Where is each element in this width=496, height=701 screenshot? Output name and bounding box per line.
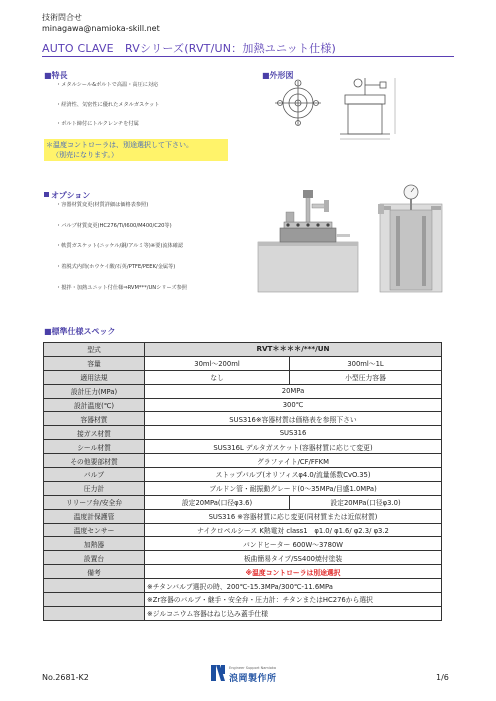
- document-number: No.2681-K2: [42, 673, 89, 682]
- spec-note: ※ジルコニウム容器はねじ込み蓋手仕様: [145, 606, 442, 620]
- row-value: なし: [145, 370, 290, 384]
- spec-heading: ■標準仕様スペック: [44, 327, 116, 336]
- feature-item: ・メタルシール&ボルトで高温・高圧に対応: [56, 82, 159, 88]
- table-row: [44, 537, 442, 551]
- row-label: 設計温度(℃): [44, 398, 145, 412]
- feature-item: ・経済性、気密性に優れたメタルガスケット: [56, 102, 160, 108]
- company-logo-icon: [210, 664, 226, 682]
- table-row: [44, 495, 442, 509]
- row-label: 備考: [44, 565, 145, 579]
- row-label: 接ガス材質: [44, 426, 145, 440]
- outline-drawing: [270, 75, 458, 145]
- table-row: [44, 565, 442, 579]
- row-value: 小型圧力容器: [290, 370, 442, 384]
- empty-cell: [44, 579, 145, 593]
- contact-email[interactable]: minagawa@namioka-skill.net: [42, 24, 160, 33]
- row-value: 設定20MPa(口径φ3.6): [145, 495, 290, 509]
- table-row: [44, 426, 442, 440]
- controller-note: [44, 139, 228, 161]
- table-row: [44, 343, 442, 357]
- row-value: ブルドン管・耐振動グレード(0～35MPa/目盛1.0MPa): [145, 481, 442, 495]
- option-item: ・軟質ガスケット(ニッケル/銅/アルミ等)※要)流体確認: [56, 243, 184, 249]
- table-row: [44, 579, 442, 593]
- table-row: [44, 454, 442, 468]
- row-value: RVT＊＊＊＊/***/UN: [145, 343, 442, 357]
- table-row: [44, 370, 442, 384]
- table-row: [44, 384, 442, 398]
- table-row: [44, 523, 442, 537]
- feature-item: ・ボルト締付にトルクレンチを付属: [56, 121, 139, 127]
- table-row: [44, 481, 442, 495]
- option-item: ・撹拌・加熱ユニット付仕様⇒RVM***/UNシリーズ参照: [56, 285, 187, 291]
- contact-block: [42, 12, 160, 34]
- row-value: ストップバルブ(オリフィスφ4.0/流量係数CvO.35): [145, 468, 442, 482]
- features-heading: ■特長: [44, 71, 68, 80]
- company-name: 浪岡製作所: [229, 674, 277, 684]
- option-item: ・着脱式内筒(ホウケイ酸/石英/PTFE/PEEK/金属等): [56, 264, 176, 270]
- row-label: 温度センサー: [44, 523, 145, 537]
- row-label: シール材質: [44, 440, 145, 454]
- page-number: 1/6: [436, 673, 449, 682]
- title-underline: [42, 56, 454, 57]
- row-value: 300ml～1L: [290, 356, 442, 370]
- table-row: [44, 440, 442, 454]
- row-label: 型式: [44, 343, 145, 357]
- option-item: ・容器材質変更(材質詳細は価格表参照): [56, 202, 149, 208]
- table-row: [44, 412, 442, 426]
- row-label: 適用法規: [44, 370, 145, 384]
- contact-label: 技術問合せ: [42, 13, 82, 22]
- row-label: その他要部材質: [44, 454, 145, 468]
- option-item: ・バルブ材質変更(HC276/Ti/I600/M400/C20等): [56, 223, 172, 229]
- spec-note: ※Zr容器のバルブ・継手・安全弁・圧力計：チタンまたはHC276から選択: [145, 593, 442, 607]
- row-value: グラファイト/CF/FFKM: [145, 454, 442, 468]
- table-row: [44, 606, 442, 620]
- product-photo: [250, 182, 455, 294]
- row-label: 容量: [44, 356, 145, 370]
- empty-cell: [44, 593, 145, 607]
- row-label: 設計圧力(MPa): [44, 384, 145, 398]
- options-heading: [44, 190, 90, 201]
- page-title: AUTO CLAVE RVシリーズ(RVT/UN：加熱ユニット仕様): [42, 42, 337, 55]
- spec-table: [43, 342, 442, 621]
- table-row: [44, 509, 442, 523]
- row-value: 30ml～200ml: [145, 356, 290, 370]
- row-value: 設定20MPa(口径φ3.0): [290, 495, 442, 509]
- outline-heading: ■外形図: [262, 71, 294, 80]
- row-label: リリーフ弁/安全弁: [44, 495, 145, 509]
- table-row: [44, 356, 442, 370]
- table-row: [44, 468, 442, 482]
- empty-cell: [44, 606, 145, 620]
- row-label: 設置台: [44, 551, 145, 565]
- company-tagline: Engineer Support Namioka: [229, 666, 277, 670]
- row-value: 20MPa: [145, 384, 442, 398]
- table-row: [44, 551, 442, 565]
- row-value: ナイクロペルシース K熱電対 class1 φ1.0/ φ1.6/ φ2.3/ φ3.2: [145, 523, 442, 537]
- note-line: （別売になります。）: [52, 151, 118, 159]
- row-value: SUS316※容器材質は価格表を参照下さい: [145, 412, 442, 426]
- row-label: 加熱器: [44, 537, 145, 551]
- row-label: バルブ: [44, 468, 145, 482]
- options-heading-text: オプション: [51, 191, 91, 200]
- row-value: SUS316: [145, 426, 442, 440]
- row-value: SUS316 ※容器材質に応じ変更(同材質または近似材質): [145, 509, 442, 523]
- spec-note: ※チタンバルブ選択の時、200℃-15.3MPa/300℃-11.6MPa: [145, 579, 442, 593]
- row-value: SUS316L デルタガスケット(容器材質に応じて変更): [145, 440, 442, 454]
- table-row: [44, 593, 442, 607]
- note-line: ＊温度コントローラは、別途選択して下さい。: [46, 141, 193, 149]
- table-row: [44, 398, 442, 412]
- remarks-value: ※温度コントローラは別途選択: [145, 565, 442, 579]
- row-value: 300℃: [145, 398, 442, 412]
- square-bullet-icon: [44, 192, 49, 197]
- row-label: 容器材質: [44, 412, 145, 426]
- row-value: バンドヒーター 600W～3780W: [145, 537, 442, 551]
- row-value: 板曲簡易タイプ/SS400焼付塗装: [145, 551, 442, 565]
- row-label: 圧力計: [44, 481, 145, 495]
- row-label: 温度計保護管: [44, 509, 145, 523]
